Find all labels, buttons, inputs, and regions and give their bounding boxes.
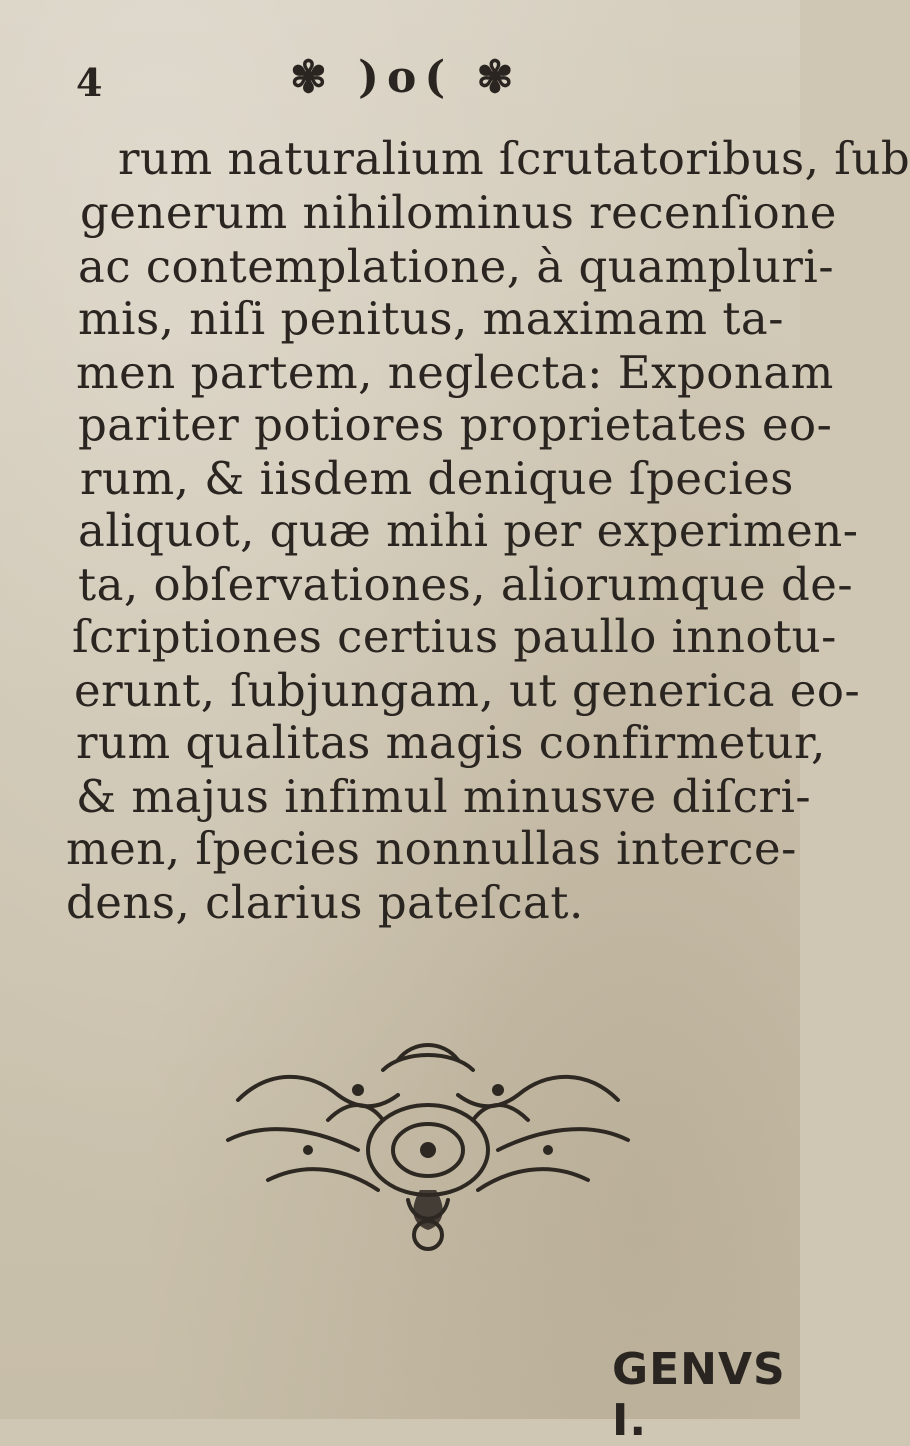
text-line: & majus infimul minusve diſcri- (76, 770, 812, 823)
text-line: ta, obſervationes, aliorumque de- (78, 558, 854, 611)
floral-vignette-ornament-icon (208, 1040, 648, 1260)
text-line: aliquot, quæ mihi per experimen- (78, 504, 859, 557)
text-line: ſcriptiones certius paullo innotu- (72, 610, 837, 663)
text-line: rum qualitas magis confirmetur, (76, 716, 826, 769)
text-line: pariter potiores proprietates eo- (78, 398, 833, 451)
running-head-ornament: ✾ )o( ✾ (290, 52, 522, 103)
text-line: dens, clarius pateſcat. (66, 876, 584, 929)
page-number: 4 (76, 60, 103, 105)
text-line: rum, & iisdem denique ſpecies (80, 452, 794, 505)
text-line: ac contemplatione, à quampluri- (78, 240, 835, 293)
text-line: generum nihilominus recenſione (80, 186, 837, 239)
text-line: men, ſpecies nonnullas interce- (66, 822, 797, 875)
page-header (0, 52, 800, 108)
text-line: erunt, ſubjungam, ut generica eo- (74, 664, 861, 717)
text-line: men partem, neglecta: Exponam (76, 346, 834, 399)
catchword: GENVS I. (612, 1344, 786, 1446)
text-line: mis, niſi penitus, maximam ta- (78, 292, 784, 345)
text-line: rum naturalium ſcrutatoribus, ſub (118, 132, 910, 185)
